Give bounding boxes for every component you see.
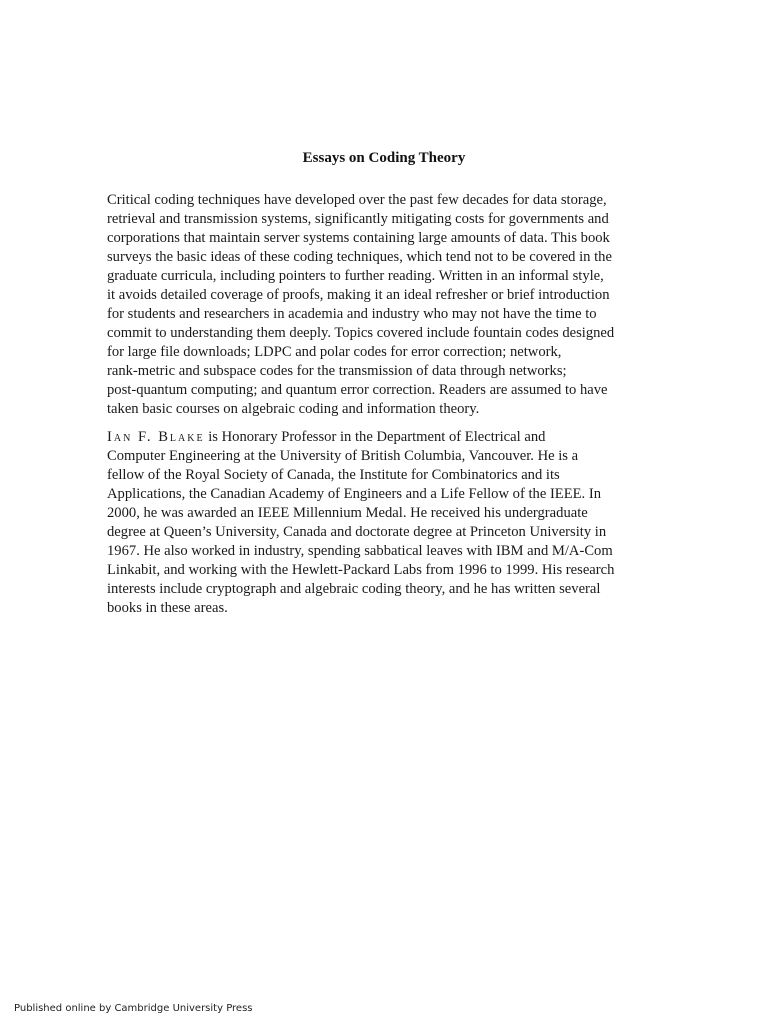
bio-line-text: is Honorary Professor in the Department of Electrical and: [204, 429, 546, 445]
abstract-line: post-quantum computing; and quantum error correction. Readers are assumed to have: [107, 382, 608, 398]
abstract-paragraph: [107, 191, 663, 419]
book-title: Essays on Coding Theory: [302, 150, 466, 166]
bio-line: fellow of the Royal Society of Canada, the Institute for Combinatorics and its: [107, 467, 560, 483]
bio-line: Linkabit, and working with the Hewlett-Packard Labs from 1996 to 1999. His research: [107, 562, 615, 578]
bio-line: books in these areas.: [107, 600, 228, 616]
abstract-line: it avoids detailed coverage of proofs, making it an ideal refresher or brief introduction: [107, 287, 610, 303]
bio-first-line: [107, 428, 663, 447]
bio-line: Applications, the Canadian Academy of Engineers and a Life Fellow of the IEEE. In: [107, 486, 602, 502]
abstract-line: retrieval and transmission systems, significantly mitigating costs for governments and: [107, 211, 609, 227]
abstract-line: rank-metric and subspace codes for the transmission of data through networks;: [107, 363, 567, 379]
bio-line: 2000, he was awarded an IEEE Millennium Medal. He received his undergraduate: [107, 505, 588, 521]
bio-line: Computer Engineering at the University of British Columbia, Vancouver. He is a: [107, 448, 579, 464]
abstract-line: Critical coding techniques have developed over the past few decades for data storage,: [107, 192, 607, 208]
bio-line: 1967. He also worked in industry, spending sabbatical leaves with IBM and M/A-Com: [107, 543, 613, 559]
author-name: Ian F. Blake: [107, 429, 205, 445]
abstract-line: for large file downloads; LDPC and polar codes for error correction; network,: [107, 344, 562, 360]
abstract-line: corporations that maintain server systems containing large amounts of data. This book: [107, 230, 610, 246]
abstract-line: surveys the basic ideas of these coding techniques, which tend not to be covered in the: [107, 249, 612, 265]
bio-line: interests include cryptograph and algebraic coding theory, and he has written several: [107, 581, 601, 597]
abstract-line: for students and researchers in academia and industry who may not have the time to: [107, 306, 597, 322]
author-bio-paragraph: [107, 428, 663, 618]
abstract-line: commit to understanding them deeply. Topics covered include fountain codes designed: [107, 325, 615, 341]
publisher-footer: Published online by Cambridge University Press: [14, 1003, 253, 1014]
bio-line: degree at Queen’s University, Canada and doctorate degree at Princeton University in: [107, 524, 607, 540]
abstract-line: taken basic courses on algebraic coding and information theory.: [107, 401, 480, 417]
abstract-line: graduate curricula, including pointers to further reading. Written in an informal style,: [107, 268, 604, 284]
